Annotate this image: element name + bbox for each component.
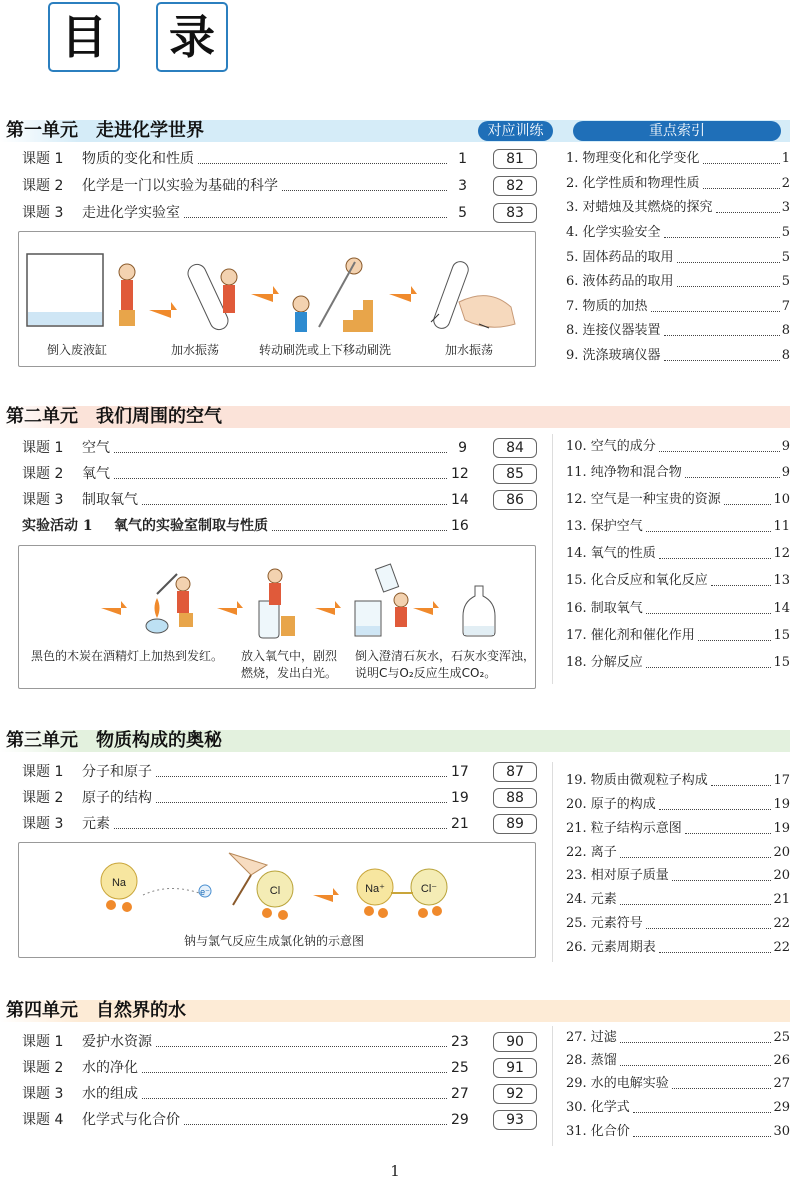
- training-page-badge[interactable]: 88: [493, 788, 537, 808]
- lesson-page: 3: [458, 178, 467, 194]
- leader-dots: [659, 543, 772, 559]
- index-entry-name: 27. 过滤: [566, 1030, 617, 1045]
- waste-liquid-icon: [28, 312, 102, 325]
- leader-dots: [677, 247, 780, 263]
- index-entry-name: 9. 洗涤玻璃仪器: [566, 348, 661, 363]
- arrow-icon: [101, 601, 127, 615]
- index-entry[interactable]: [566, 794, 790, 816]
- index-entry-name: 12. 空气是一种宝贵的资源: [566, 492, 721, 507]
- index-entry-page: 8: [781, 323, 790, 338]
- leader-dots: [685, 818, 772, 834]
- illustration-caption: 转动刷洗或上下移动刷洗: [259, 343, 392, 357]
- index-entry-name: 10. 空气的成分: [566, 439, 656, 454]
- index-entry-page: 7: [781, 299, 790, 314]
- leader-dots: [184, 202, 447, 218]
- illustration-caption: 加水振荡: [171, 343, 220, 357]
- atom-label: Cl⁻: [420, 883, 438, 895]
- index-column-label: 重点索引: [573, 121, 781, 141]
- lesson-name: 物质的变化和性质: [82, 151, 194, 167]
- lesson-code: 课题 2: [22, 466, 64, 482]
- lesson-page: 1: [458, 151, 467, 167]
- lesson-page: 14: [451, 492, 469, 508]
- training-page-badge[interactable]: 89: [493, 814, 537, 834]
- foot-icon: [364, 906, 374, 916]
- foot-icon: [418, 908, 428, 918]
- index-entry[interactable]: [566, 1121, 790, 1143]
- lesson-page: 19: [451, 790, 469, 806]
- training-page-badge[interactable]: 86: [493, 490, 537, 510]
- index-entry-name: 28. 蒸馏: [566, 1053, 617, 1068]
- arrow-icon: [251, 286, 279, 302]
- lesson-name: 原子的结构: [82, 790, 152, 806]
- lesson-row[interactable]: [22, 1031, 467, 1053]
- lesson-row[interactable]: [22, 1057, 467, 1079]
- leader-dots: [664, 345, 780, 361]
- illustration-caption: 黑色的木炭在酒精灯上加热到发红。: [31, 649, 224, 663]
- leader-dots: [711, 770, 772, 786]
- lesson-code: 课题 3: [22, 492, 64, 508]
- index-entry-name: 24. 元素: [566, 892, 617, 907]
- unit-2-illustration: [18, 545, 536, 689]
- unit-1-illustration: [18, 231, 536, 367]
- activity-label: 实验活动 1: [22, 518, 93, 534]
- index-entry[interactable]: [566, 543, 790, 565]
- lesson-name: 化学式与化合价: [82, 1112, 180, 1128]
- illustration-caption: 加水振荡: [445, 343, 494, 357]
- illustration-caption: 说明C与O₂反应生成CO₂。: [355, 666, 497, 680]
- arrow-icon: [217, 601, 243, 615]
- leader-dots: [646, 598, 772, 614]
- lesson-row[interactable]: [22, 202, 467, 224]
- index-entry-page: 14: [773, 601, 790, 616]
- lesson-page: 5: [458, 205, 467, 221]
- index-entry-page: 22: [773, 940, 790, 955]
- index-entry-name: 1. 物理变化和化学变化: [566, 151, 700, 166]
- leader-dots: [711, 570, 772, 586]
- leader-dots: [184, 1109, 447, 1125]
- index-entry-page: 5: [781, 250, 790, 265]
- illustration-caption: 钠与氯气反应生成氯化钠的示意图: [184, 934, 365, 948]
- index-entry[interactable]: [566, 489, 790, 511]
- stairs-icon: [343, 300, 373, 332]
- leader-dots: [272, 515, 447, 531]
- unit-2-title: 第二单元 我们周围的空气: [6, 406, 222, 427]
- lesson-name: 走进化学实验室: [82, 205, 180, 221]
- flame-icon: [155, 598, 160, 618]
- index-entry[interactable]: [566, 1027, 790, 1049]
- student-body-icon: [269, 583, 281, 605]
- index-entry-page: 21: [773, 892, 790, 907]
- index-entry-page: 19: [773, 797, 790, 812]
- index-entry-page: 19: [773, 821, 790, 836]
- arrow-icon: [149, 302, 177, 318]
- index-entry-name: 6. 液体药品的取用: [566, 274, 674, 289]
- illustration-caption: 燃烧，发出白光。: [241, 666, 338, 680]
- student-body-icon: [223, 285, 235, 313]
- index-entry[interactable]: [566, 436, 790, 458]
- lesson-page: 17: [451, 764, 469, 780]
- index-entry-page: 9: [781, 465, 790, 480]
- training-page-badge[interactable]: 93: [493, 1110, 537, 1130]
- index-entry[interactable]: [566, 1073, 790, 1095]
- arrow-icon: [389, 286, 417, 302]
- lesson-row[interactable]: [22, 437, 467, 459]
- leader-dots: [156, 761, 447, 777]
- student-head-icon: [268, 569, 282, 583]
- index-entry-page: 9: [781, 439, 790, 454]
- index-entry[interactable]: [566, 570, 790, 592]
- leader-dots: [703, 173, 780, 189]
- unit-3-title: 第三单元 物质构成的奥秘: [6, 730, 222, 751]
- lesson-page: 25: [451, 1060, 469, 1076]
- page-number: 1: [390, 1162, 400, 1180]
- index-entry-name: 15. 化合反应和氧化反应: [566, 573, 708, 588]
- crucible-tongs-icon: [157, 574, 177, 594]
- leader-dots: [142, 1057, 447, 1073]
- index-entry[interactable]: [566, 173, 790, 195]
- lesson-page: 12: [451, 466, 469, 482]
- index-entry-name: 25. 元素符号: [566, 916, 643, 931]
- activity-page: 16: [451, 518, 469, 534]
- beaker-icon: [375, 564, 398, 592]
- leader-dots: [620, 1050, 772, 1066]
- index-entry[interactable]: [566, 247, 790, 269]
- leader-dots: [659, 436, 780, 452]
- lesson-code: 课题 2: [22, 178, 64, 194]
- index-entry-page: 11: [773, 519, 790, 534]
- leader-dots: [620, 889, 772, 905]
- index-entry-page: 22: [773, 916, 790, 931]
- index-entry-page: 2: [781, 176, 790, 191]
- lesson-code: 课题 3: [22, 1086, 64, 1102]
- index-entry[interactable]: [566, 296, 790, 318]
- index-entry[interactable]: [566, 770, 790, 792]
- lesson-page: 27: [451, 1086, 469, 1102]
- training-page-badge[interactable]: 90: [493, 1032, 537, 1052]
- student-body-icon: [121, 280, 133, 310]
- foot-icon: [378, 908, 388, 918]
- lesson-code: 课题 2: [22, 790, 64, 806]
- index-entry[interactable]: [566, 197, 790, 219]
- leader-dots: [651, 296, 780, 312]
- lesson-row[interactable]: [22, 489, 467, 511]
- leader-dots: [664, 320, 780, 336]
- lesson-row[interactable]: [22, 1109, 467, 1131]
- index-entry[interactable]: [566, 652, 790, 674]
- index-entry-page: 20: [773, 845, 790, 860]
- lesson-name: 分子和原子: [82, 764, 152, 780]
- stool-icon: [179, 613, 193, 627]
- lesson-row[interactable]: [22, 787, 467, 809]
- title-char-lu: 录: [156, 2, 228, 72]
- student-head-icon: [221, 269, 237, 285]
- lesson-name: 空气: [82, 440, 110, 456]
- lesson-row[interactable]: [22, 148, 467, 170]
- leader-dots: [142, 1083, 447, 1099]
- leader-dots: [156, 1031, 447, 1047]
- arrow-icon: [313, 888, 339, 902]
- arrow-icon: [413, 601, 439, 615]
- test-tube-brush-icon: [319, 262, 355, 327]
- leader-dots: [156, 787, 447, 803]
- index-entry-name: 31. 化合价: [566, 1124, 630, 1139]
- index-entry-page: 25: [773, 1030, 790, 1045]
- index-entry[interactable]: [566, 598, 790, 620]
- motion-trail-icon: [143, 888, 199, 895]
- student-head-icon: [119, 264, 135, 280]
- index-entry-page: 13: [773, 573, 790, 588]
- gas-bottle-icon: [259, 601, 279, 638]
- index-entry[interactable]: [566, 1050, 790, 1072]
- index-entry[interactable]: [566, 865, 790, 887]
- leader-dots: [620, 842, 772, 858]
- student-body-icon: [395, 607, 407, 627]
- training-column-label: 对应训练: [478, 121, 553, 141]
- foot-icon: [278, 910, 288, 920]
- leader-dots: [114, 813, 447, 829]
- index-entry[interactable]: [566, 462, 790, 484]
- index-entry-page: 5: [781, 274, 790, 289]
- lesson-name: 化学是一门以实验为基础的科学: [82, 178, 278, 194]
- index-entry-page: 17: [773, 773, 790, 788]
- lesson-name: 元素: [82, 816, 110, 832]
- foot-icon: [432, 906, 442, 916]
- atom-label: Na⁺: [365, 883, 385, 895]
- illustration-caption: 倒入废液缸: [47, 343, 108, 357]
- index-entry-page: 27: [773, 1076, 790, 1091]
- column-divider: [552, 1026, 553, 1146]
- lesson-page: 23: [451, 1034, 469, 1050]
- index-entry[interactable]: [566, 913, 790, 935]
- index-entry-name: 30. 化学式: [566, 1100, 630, 1115]
- index-entry-page: 1: [781, 151, 790, 166]
- index-entry-page: 15: [773, 628, 790, 643]
- index-entry[interactable]: [566, 625, 790, 647]
- lesson-code: 课题 1: [22, 1034, 64, 1050]
- column-divider: [552, 762, 553, 962]
- training-page-badge[interactable]: 92: [493, 1084, 537, 1104]
- leader-dots: [114, 437, 447, 453]
- index-entry-page: 3: [781, 200, 790, 215]
- lesson-code: 课题 1: [22, 764, 64, 780]
- training-page-badge[interactable]: 83: [493, 203, 537, 223]
- unit-3-illustration: [18, 842, 536, 958]
- activity-name: 氧气的实验室制取与性质: [114, 518, 268, 534]
- index-entry-name: 2. 化学性质和物理性质: [566, 176, 700, 191]
- lesson-code: 课题 2: [22, 1060, 64, 1076]
- leader-dots: [620, 1027, 772, 1043]
- index-entry[interactable]: [566, 345, 790, 367]
- student-body-icon: [177, 591, 189, 613]
- net-handle-icon: [233, 875, 251, 905]
- index-entry-name: 22. 离子: [566, 845, 617, 860]
- leader-dots: [659, 794, 772, 810]
- lesson-row[interactable]: [22, 175, 467, 197]
- arrow-icon: [315, 601, 341, 615]
- column-divider: [552, 434, 553, 684]
- index-entry-name: 17. 催化剂和催化作用: [566, 628, 695, 643]
- lesson-name: 氧气: [82, 466, 110, 482]
- leader-dots: [698, 625, 772, 641]
- training-page-badge[interactable]: 91: [493, 1058, 537, 1078]
- lesson-code: 课题 4: [22, 1112, 64, 1128]
- stool-icon: [119, 310, 135, 326]
- leader-dots: [633, 1121, 772, 1137]
- leader-dots: [646, 652, 772, 668]
- index-entry-name: 13. 保护空气: [566, 519, 643, 534]
- training-page-badge[interactable]: 84: [493, 438, 537, 458]
- lesson-code: 课题 3: [22, 816, 64, 832]
- net-icon: [229, 853, 267, 875]
- index-entry-page: 8: [781, 348, 790, 363]
- index-entry[interactable]: [566, 271, 790, 293]
- leader-dots: [685, 462, 780, 478]
- index-entry[interactable]: [566, 222, 790, 244]
- unit-1-title: 第一单元 走进化学世界: [6, 120, 204, 141]
- hand-icon: [459, 296, 515, 328]
- lesson-row[interactable]: [22, 1083, 467, 1105]
- index-entry-name: 29. 水的电解实验: [566, 1076, 669, 1091]
- student-head-icon: [394, 593, 408, 607]
- illustration-caption: 倒入澄清石灰水，石灰水变浑浊，: [355, 649, 536, 663]
- index-entry-name: 11. 纯净物和混合物: [566, 465, 682, 480]
- leader-dots: [198, 148, 447, 164]
- index-entry[interactable]: [566, 148, 790, 170]
- index-entry-page: 10: [773, 492, 790, 507]
- lesson-name: 制取氧气: [82, 492, 138, 508]
- activity-row[interactable]: [22, 515, 467, 537]
- atom-label: Cl: [269, 885, 281, 897]
- leader-dots: [724, 489, 772, 505]
- index-entry[interactable]: [566, 937, 790, 959]
- index-entry-name: 16. 制取氧气: [566, 601, 643, 616]
- index-entry[interactable]: [566, 1097, 790, 1119]
- lesson-name: 爱护水资源: [82, 1034, 152, 1050]
- foot-icon: [106, 900, 116, 910]
- leader-dots: [646, 516, 772, 532]
- foot-icon: [122, 902, 132, 912]
- index-entry-name: 8. 连接仪器装置: [566, 323, 661, 338]
- atom-label: e⁻: [200, 887, 210, 897]
- leader-dots: [282, 175, 447, 191]
- training-page-badge[interactable]: 82: [493, 176, 537, 196]
- index-entry-page: 5: [781, 225, 790, 240]
- lesson-page: 9: [458, 440, 467, 456]
- leader-dots: [633, 1097, 772, 1113]
- index-entry[interactable]: [566, 516, 790, 538]
- index-entry-page: 30: [773, 1124, 790, 1139]
- leader-dots: [114, 463, 447, 479]
- turbid-limewater-icon: [464, 626, 494, 635]
- index-entry-name: 18. 分解反应: [566, 655, 643, 670]
- student-head-icon: [346, 258, 362, 274]
- index-entry-page: 12: [773, 546, 790, 561]
- index-entry-name: 21. 粒子结构示意图: [566, 821, 682, 836]
- index-entry-name: 7. 物质的加热: [566, 299, 648, 314]
- leader-dots: [716, 197, 780, 213]
- training-page-badge[interactable]: 87: [493, 762, 537, 782]
- lesson-page: 21: [451, 816, 469, 832]
- index-entry[interactable]: [566, 320, 790, 342]
- stool-icon: [281, 616, 295, 636]
- lesson-row[interactable]: [22, 761, 467, 783]
- index-entry-name: 14. 氧气的性质: [566, 546, 656, 561]
- limewater-icon: [356, 626, 380, 635]
- leader-dots: [703, 148, 780, 164]
- index-entry[interactable]: [566, 818, 790, 840]
- lesson-code: 课题 1: [22, 151, 64, 167]
- leader-dots: [672, 1073, 772, 1089]
- leader-dots: [142, 489, 447, 505]
- training-page-badge[interactable]: 81: [493, 149, 537, 169]
- leader-dots: [646, 913, 772, 929]
- index-entry-name: 20. 原子的构成: [566, 797, 656, 812]
- title-char-mu: 目: [48, 2, 120, 72]
- alcohol-lamp-icon: [146, 619, 168, 633]
- index-entry[interactable]: [566, 842, 790, 864]
- index-entry[interactable]: [566, 889, 790, 911]
- index-entry-name: 26. 元素周期表: [566, 940, 656, 955]
- student-head-icon: [293, 296, 309, 312]
- student-body-icon: [295, 312, 307, 332]
- index-entry-name: 19. 物质由微观粒子构成: [566, 773, 708, 788]
- index-entry-name: 4. 化学实验安全: [566, 225, 661, 240]
- leader-dots: [659, 937, 772, 953]
- foot-icon: [262, 908, 272, 918]
- index-entry-name: 23. 相对原子质量: [566, 868, 669, 883]
- index-entry-page: 15: [773, 655, 790, 670]
- leader-dots: [677, 271, 780, 287]
- index-entry-page: 29: [773, 1100, 790, 1115]
- unit-4-title: 第四单元 自然界的水: [6, 1000, 186, 1021]
- index-entry-page: 26: [773, 1053, 790, 1068]
- lesson-row[interactable]: [22, 813, 467, 835]
- lesson-name: 水的净化: [82, 1060, 138, 1076]
- index-entry-name: 3. 对蜡烛及其燃烧的探究: [566, 200, 713, 215]
- leader-dots: [672, 865, 772, 881]
- training-page-badge[interactable]: 85: [493, 464, 537, 484]
- lesson-code: 课题 3: [22, 205, 64, 221]
- lesson-name: 水的组成: [82, 1086, 138, 1102]
- index-entry-name: 5. 固体药品的取用: [566, 250, 674, 265]
- atom-label: Na: [111, 877, 127, 889]
- lesson-row[interactable]: [22, 463, 467, 485]
- student-head-icon: [176, 577, 190, 591]
- lesson-code: 课题 1: [22, 440, 64, 456]
- lesson-page: 29: [451, 1112, 469, 1128]
- leader-dots: [664, 222, 780, 238]
- illustration-caption: 放入氧气中，剧烈: [241, 649, 338, 663]
- index-entry-page: 20: [773, 868, 790, 883]
